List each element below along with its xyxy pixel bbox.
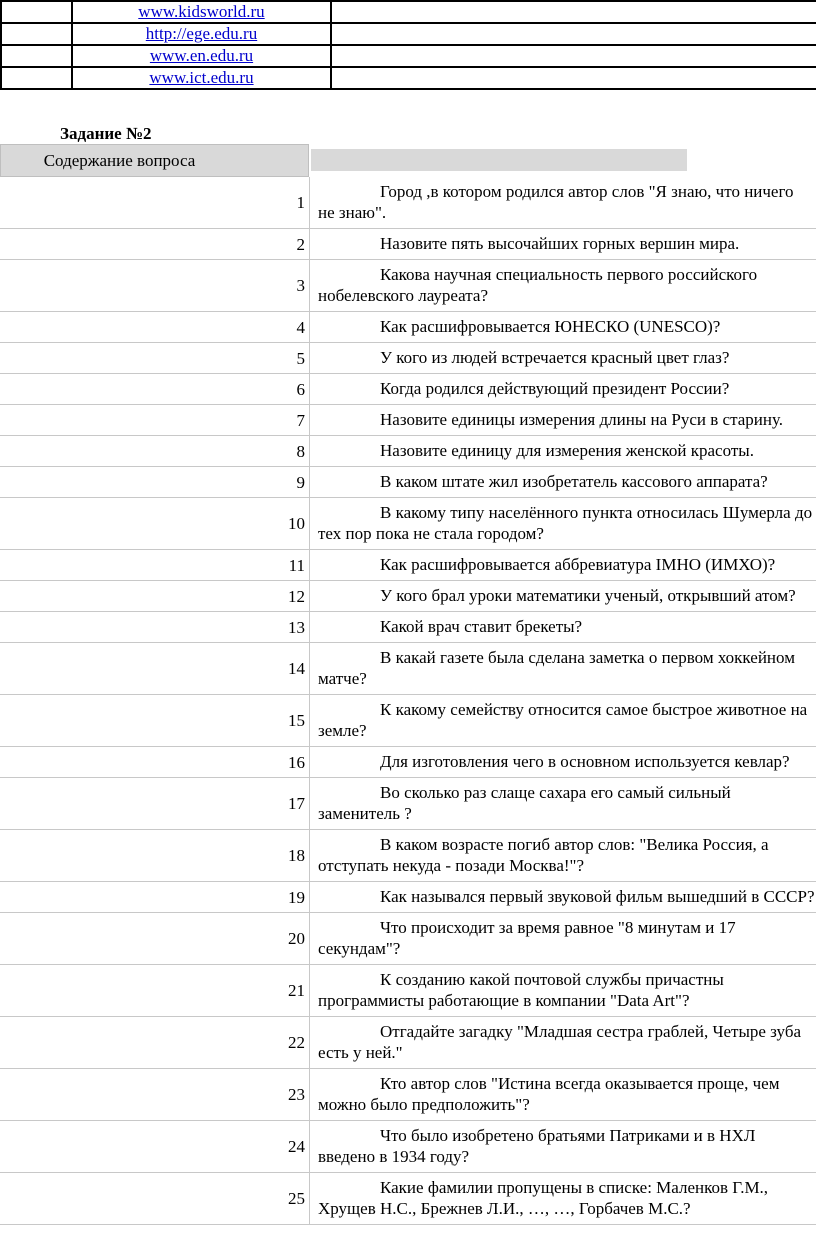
question-number: 6 xyxy=(0,374,310,405)
question-row xyxy=(0,882,816,913)
link-row-url-cell xyxy=(72,1,331,23)
question-text-cell xyxy=(310,747,816,778)
resource-link[interactable]: http://ege.edu.ru xyxy=(145,24,258,43)
question-text: Что происходит за время равное "8 минутам и 17 секундам"? xyxy=(318,918,736,958)
question-text-cell xyxy=(310,581,816,612)
question-row xyxy=(0,612,816,643)
question-text-cell xyxy=(310,695,816,747)
question-row xyxy=(0,260,816,312)
question-text-cell xyxy=(310,405,816,436)
question-row xyxy=(0,913,816,965)
question-text-cell xyxy=(310,882,816,913)
question-number: 2 xyxy=(0,229,310,260)
question-text-cell xyxy=(310,913,816,965)
question-number: 16 xyxy=(0,747,310,778)
question-row xyxy=(0,229,816,260)
question-text: Как расшифровывается ЮНЕСКО (UNESCO)? xyxy=(380,317,721,336)
question-text-cell xyxy=(310,1121,816,1173)
question-number: 8 xyxy=(0,436,310,467)
resource-link[interactable]: www.kidsworld.ru xyxy=(138,2,265,21)
question-text: К какому семейству относится самое быстрое животное на земле? xyxy=(318,700,808,740)
question-row xyxy=(0,1069,816,1121)
question-number: 24 xyxy=(0,1121,310,1173)
question-row xyxy=(0,643,816,695)
link-row-empty-cell xyxy=(331,23,816,45)
link-row-index-cell xyxy=(1,1,72,23)
question-text: В каком штате жил изобретатель кассового аппарата? xyxy=(380,472,768,491)
question-number: 15 xyxy=(0,695,310,747)
question-row xyxy=(0,498,816,550)
question-text: Назовите единицу для измерения женской красоты. xyxy=(380,441,754,460)
question-text-cell xyxy=(310,260,816,312)
questions-table xyxy=(0,177,816,1225)
question-text-cell xyxy=(310,965,816,1017)
question-text: Отгадайте загадку "Младшая сестра граблей, Четыре зуба есть у ней." xyxy=(318,1022,802,1062)
question-number: 9 xyxy=(0,467,310,498)
link-row-empty-cell xyxy=(331,45,816,67)
question-text-cell xyxy=(310,436,816,467)
question-number: 23 xyxy=(0,1069,310,1121)
question-row xyxy=(0,778,816,830)
question-text: В каком возрасте погиб автор слов: "Велика Россия, а отступать некуда - позади Москва!"? xyxy=(318,835,769,875)
resource-link[interactable]: www.ict.edu.ru xyxy=(149,68,254,87)
question-text: Во сколько раз слаще сахара его самый сильный заменитель ? xyxy=(318,783,731,823)
question-row xyxy=(0,581,816,612)
question-text-cell xyxy=(310,343,816,374)
question-number: 10 xyxy=(0,498,310,550)
question-number: 22 xyxy=(0,1017,310,1069)
question-number: 21 xyxy=(0,965,310,1017)
question-text: У кого брал уроки математики ученый, открывший атом? xyxy=(380,586,796,605)
link-row-url-cell xyxy=(72,67,331,89)
question-text: Что было изобретено братьями Патриками и в НХЛ введено в 1934 году? xyxy=(318,1126,756,1166)
question-number: 4 xyxy=(0,312,310,343)
question-text: Назовите пять высочайших горных вершин мира. xyxy=(380,234,740,253)
question-text: У кого из людей встречается красный цвет глаз? xyxy=(380,348,730,367)
question-number: 12 xyxy=(0,581,310,612)
question-number: 17 xyxy=(0,778,310,830)
question-text-cell xyxy=(310,312,816,343)
question-row xyxy=(0,343,816,374)
question-text: Как назывался первый звуковой фильм вышедший в СССР? xyxy=(380,887,815,906)
link-row-url-cell xyxy=(72,45,331,67)
question-number: 20 xyxy=(0,913,310,965)
link-row-empty-cell xyxy=(331,1,816,23)
link-row xyxy=(1,23,816,45)
question-text: К созданию какой почтовой службы причастны программисты работающие в компании "Data Art"? xyxy=(318,970,724,1010)
question-number: 14 xyxy=(0,643,310,695)
link-row-url-cell xyxy=(72,23,331,45)
question-number: 11 xyxy=(0,550,310,581)
question-row xyxy=(0,695,816,747)
question-column-label: Содержание вопроса xyxy=(43,151,196,170)
question-row xyxy=(0,1017,816,1069)
question-row xyxy=(0,436,816,467)
question-row xyxy=(0,177,816,229)
question-text: Какой врач ставит брекеты? xyxy=(380,617,583,636)
question-text: Как расшифровывается аббревиатура IMHO (ИМХО)? xyxy=(380,555,776,574)
question-text-cell xyxy=(310,643,816,695)
link-row-index-cell xyxy=(1,23,72,45)
question-column-header xyxy=(0,144,309,177)
question-text-cell xyxy=(310,229,816,260)
question-text: Для изготовления чего в основном используется кевлар? xyxy=(380,752,790,771)
question-number: 13 xyxy=(0,612,310,643)
question-row xyxy=(0,747,816,778)
question-text-cell xyxy=(310,498,816,550)
question-number: 7 xyxy=(0,405,310,436)
question-text-cell xyxy=(310,177,816,229)
question-text: Кто автор слов "Истина всегда оказывается проще, чем можно было предположить"? xyxy=(318,1074,780,1114)
question-number: 5 xyxy=(0,343,310,374)
question-row xyxy=(0,550,816,581)
question-number: 3 xyxy=(0,260,310,312)
link-row-index-cell xyxy=(1,67,72,89)
link-row xyxy=(1,67,816,89)
question-row xyxy=(0,374,816,405)
question-text: Город ,в котором родился автор слов "Я знаю, что ничего не знаю". xyxy=(318,182,794,222)
question-text-cell xyxy=(310,467,816,498)
question-text-cell xyxy=(310,374,816,405)
question-text-cell xyxy=(310,1069,816,1121)
links-table xyxy=(0,0,816,90)
question-text-cell xyxy=(310,550,816,581)
question-row xyxy=(0,1121,816,1173)
question-number: 25 xyxy=(0,1173,310,1225)
question-text-cell xyxy=(310,1017,816,1069)
link-row-empty-cell xyxy=(331,67,816,89)
question-text-cell xyxy=(310,778,816,830)
question-text: Назовите единицы измерения длины на Руси в старину. xyxy=(380,410,783,429)
question-text-cell xyxy=(310,830,816,882)
task-title: Задание №2 xyxy=(60,124,152,143)
question-row xyxy=(0,467,816,498)
question-row xyxy=(0,830,816,882)
question-row xyxy=(0,965,816,1017)
question-text: Какова научная специальность первого российского нобелевского лауреата? xyxy=(318,265,758,305)
question-text: Какие фамилии пропущены в списке: Маленков Г.М., Хрущев Н.С., Брежнев Л.И., …, …, Горбачев М.С.? xyxy=(318,1178,769,1218)
question-row xyxy=(0,1173,816,1225)
question-row xyxy=(0,312,816,343)
question-text: В какому типу населённого пункта относилась Шумерла до тех пор пока не стала городом? xyxy=(318,503,813,543)
resource-link[interactable]: www.en.edu.ru xyxy=(149,46,254,65)
question-row xyxy=(0,405,816,436)
question-text: В какай газете была сделана заметка о первом хоккейном матче? xyxy=(318,648,795,688)
question-text-cell xyxy=(310,1173,816,1225)
question-number: 1 xyxy=(0,177,310,229)
question-number: 18 xyxy=(0,830,310,882)
question-text: Когда родился действующий президент России? xyxy=(380,379,730,398)
question-text-cell xyxy=(310,612,816,643)
link-row xyxy=(1,45,816,67)
question-number: 19 xyxy=(0,882,310,913)
answer-column-header xyxy=(311,149,687,171)
link-row xyxy=(1,1,816,23)
link-row-index-cell xyxy=(1,45,72,67)
